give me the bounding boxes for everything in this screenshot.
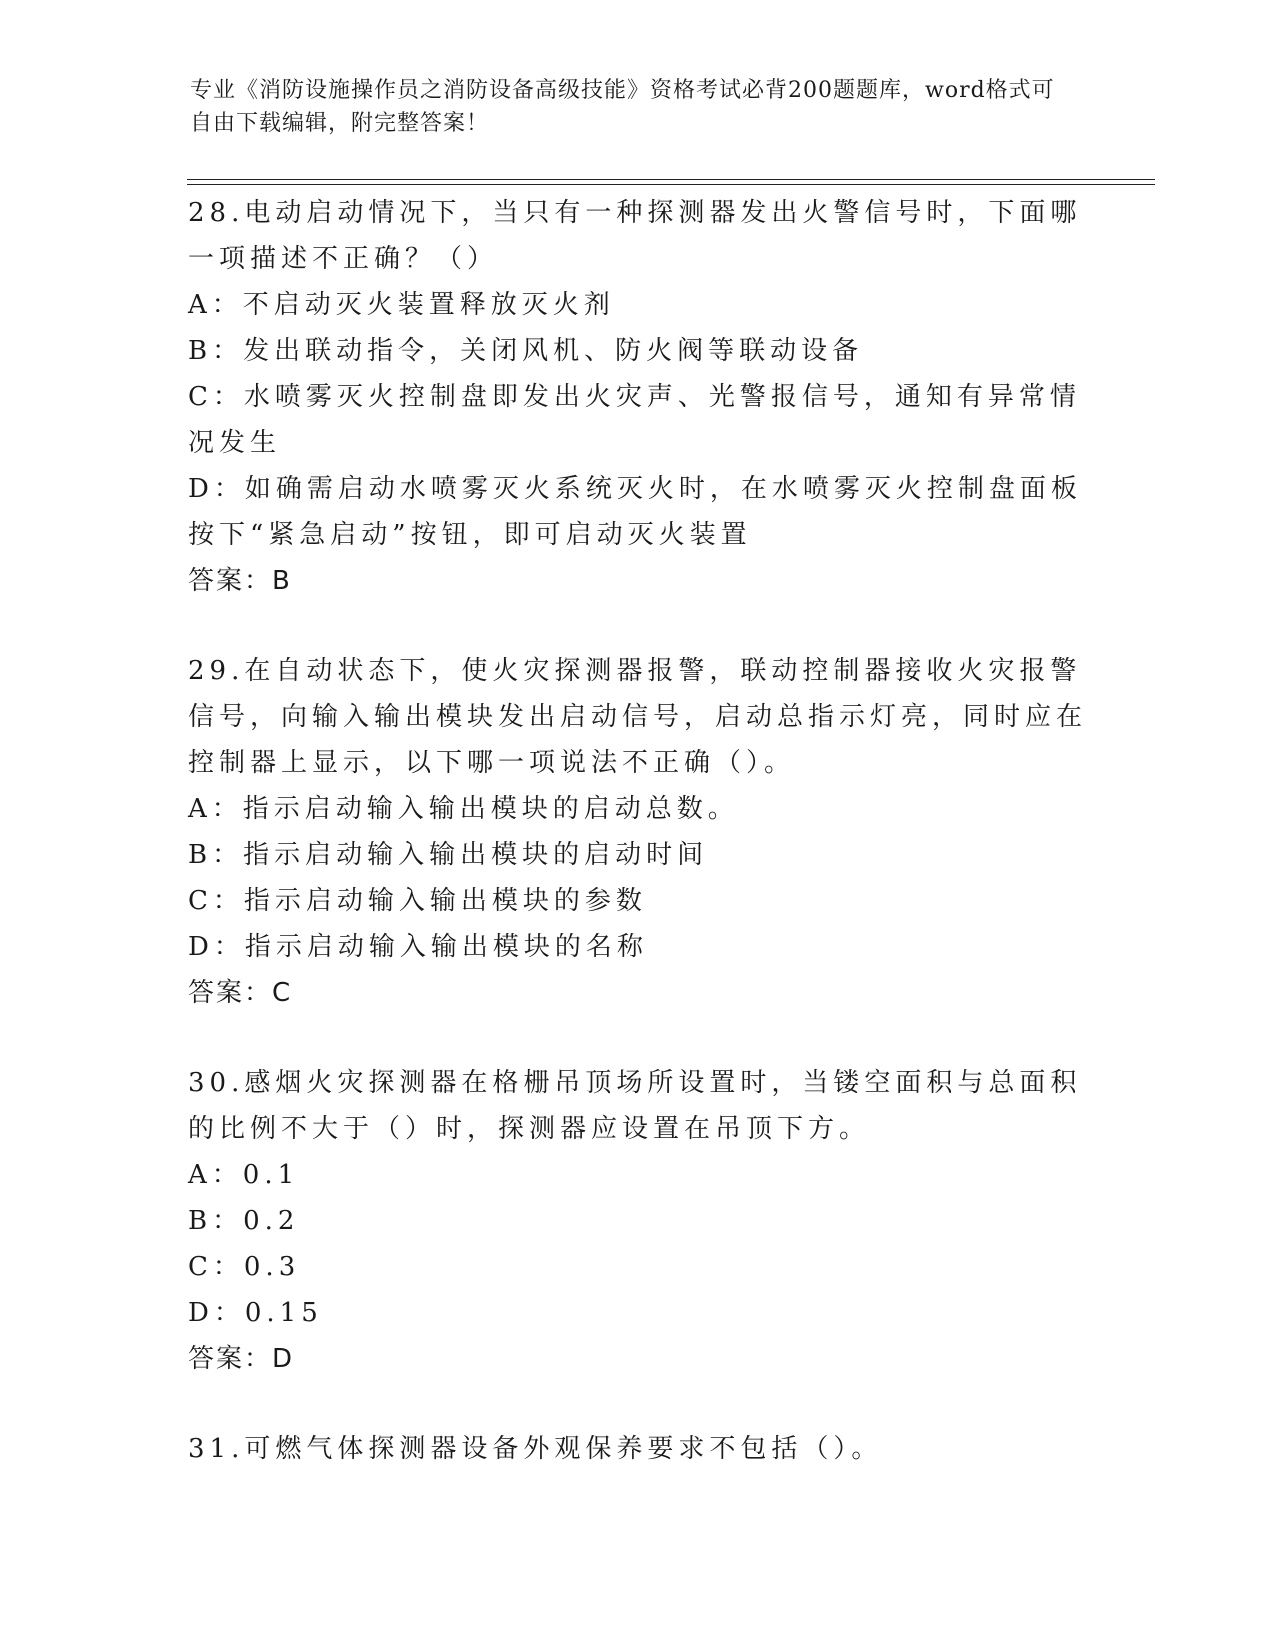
header-text: 专业《消防设施操作员之消防设备高级技能》资格考试必背200题题库，word格式可自由下载编辑，附完整答案！: [190, 78, 1055, 136]
question-31: [188, 1426, 1088, 1472]
answer-line: 答案：B: [188, 566, 292, 596]
question-list: [188, 190, 1088, 1516]
header-rule-top: [187, 179, 1155, 180]
document-header: [190, 74, 1070, 140]
option-c: C：水喷雾灭火控制盘即发出火灾声、光警报信号，通知有异常情况发生: [188, 382, 1081, 458]
option-b: B：0.2: [188, 1206, 300, 1236]
option-d: D：指示启动输入输出模块的名称: [188, 932, 648, 962]
option-a: A：0.1: [188, 1160, 300, 1190]
header-rule-bottom: [187, 184, 1155, 185]
answer-line: 答案：C: [188, 978, 293, 1008]
question-28: [188, 190, 1088, 604]
option-b: B：发出联动指令，关闭风机、防火阀等联动设备: [188, 336, 864, 366]
option-d: D：0.15: [188, 1298, 323, 1328]
option-d: D：如确需启动水喷雾灭火系统灭火时，在水喷雾灭火控制盘面板按下“紧急启动”按钮，即可启动灭火装置: [188, 474, 1082, 550]
question-30: [188, 1060, 1088, 1382]
option-c: C：0.3: [188, 1252, 301, 1282]
question-29: [188, 648, 1088, 1016]
answer-line: 答案：D: [188, 1344, 295, 1374]
question-stem: 30.感烟火灾探测器在格栅吊顶场所设置时，当镂空面积与总面积的比例不大于（）时，探测器应设置在吊顶下方。: [188, 1068, 1082, 1144]
question-stem: 29.在自动状态下，使火灾探测器报警，联动控制器接收火灾报警信号，向输入输出模块发出启动信号，启动总指示灯亮，同时应在控制器上显示，以下哪一项说法不正确（）。: [188, 656, 1088, 778]
option-a: A：不启动灭火装置释放灭火剂: [188, 290, 615, 320]
option-a: A：指示启动输入输出模块的启动总数。: [188, 794, 739, 824]
question-stem: 31.可燃气体探测器设备外观保养要求不包括（）。: [188, 1434, 883, 1464]
option-b: B：指示启动输入输出模块的启动时间: [188, 840, 709, 870]
question-stem: 28.电动启动情况下，当只有一种探测器发出火警信号时，下面哪一项描述不正确？（）: [188, 198, 1082, 274]
option-c: C：指示启动输入输出模块的参数: [188, 886, 647, 916]
